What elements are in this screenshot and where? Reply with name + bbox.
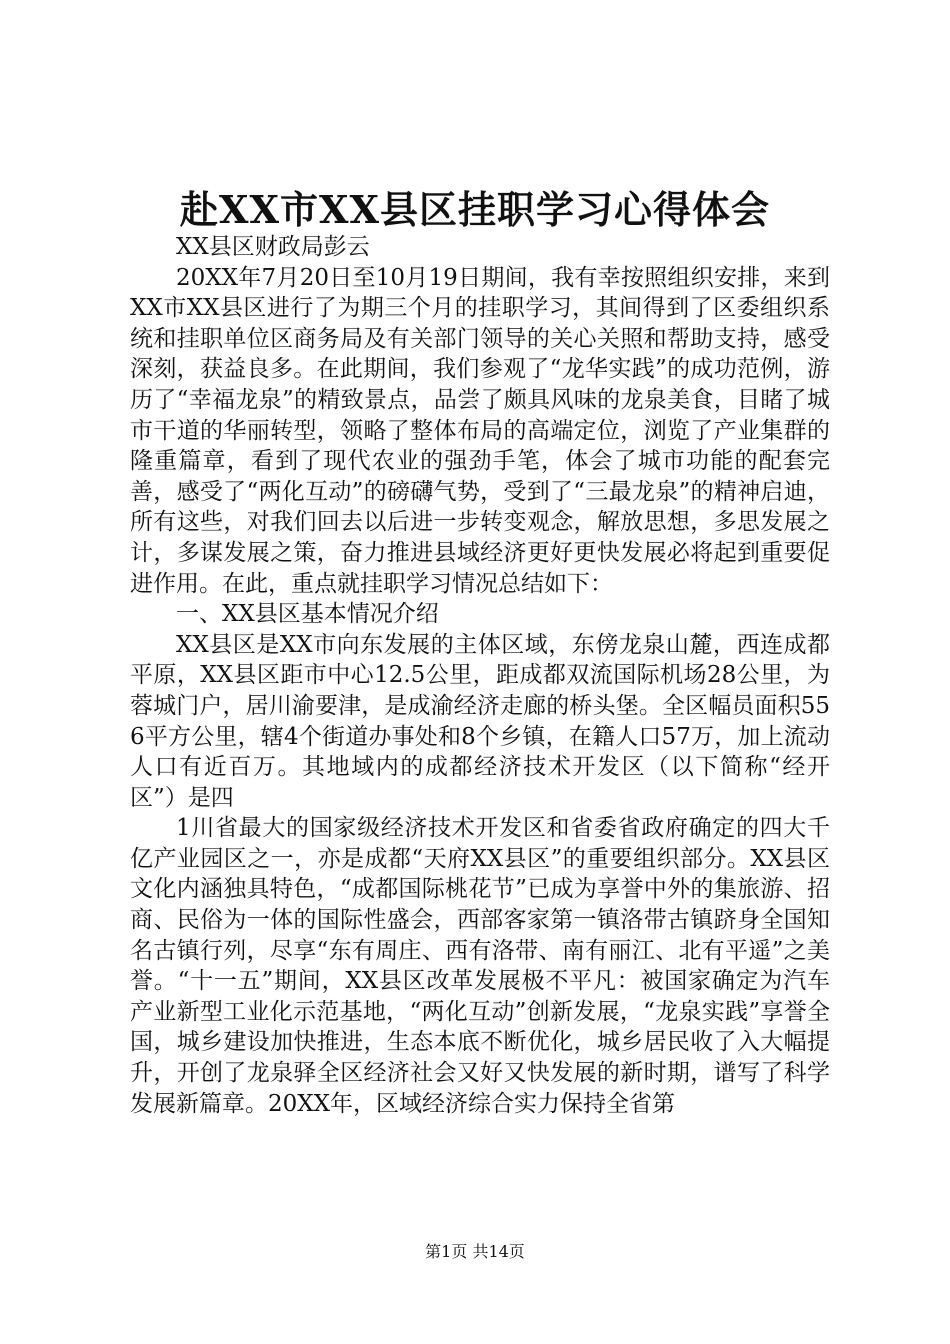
body-paragraph: 1川省最大的国家级经济技术开发区和省委省政府确定的四大千亿产业园区之一，亦是成都“天府XX县区”的重要组织部分。XX县区文化内涵独具特色，“成都国际桃花节”已成为享誉中外的集旅游、招商、民俗为一体的国际性盛会，西部客家第一镇洛带古镇跻身全国知名古镇行列，尽享“东有周庄、西有洛带、南有丽江、北有平遥”之美誉。“十一五”期间，XX县区改革发展极不平凡：被国家确定为汽车产业新型工业化示范基地，“两化互动”创新发展，“龙泉实践”享誉全国，城乡建设加快推进，生态本底不断优化，城乡居民收了入大幅提升，开创了龙泉驿全区经济社会又好又快发展的新时期，谱写了科学发展新篇章。20XX年，区域经济综合实力保持全省第 bbox=[130, 815, 830, 1117]
author-line: XX县区财政局彭云 bbox=[176, 234, 370, 260]
page-footer: 第1页 共14页 bbox=[425, 1242, 525, 1261]
section-heading: 一、XX县区基本情况介绍 bbox=[176, 601, 439, 628]
body-paragraph: 20XX年7月20日至10月19日期间，我有幸按照组织安排，来到XX市XX县区进行了为期三个月的挂职学习，其间得到了区委组织系统和挂职单位区商务局及有关部门领导的关心关照和帮助支持，感受深刻，获益良多。在此期间，我们参观了“龙华实践”的成功范例，游历了“幸福龙泉”的精致景点，品尝了颇具风味的龙泉美食，目睹了城市干道的华丽转型，领略了整体布局的高端定位，浏览了产业集群的隆重篇章，看到了现代农业的强劲手笔，体会了城市功能的配套完善，感受了“两化互动”的磅礴气势，受到了“三最龙泉”的精神启迪，所有这些，对我们回去以后进一步转变观念，解放思想，多思发展之计，多谋发展之策，奋力推进县域经济更好更快发展必将起到重要促进作用。在此，重点就挂职学习情况总结如下： bbox=[130, 264, 830, 597]
body-paragraph: XX县区是XX市向东发展的主体区域，东傍龙泉山麓，西连成都平原，XX县区距市中心12.5公里，距成都双流国际机场28公里，为蓉城门户，居川渝要津，是成渝经济走廊的桥头堡。全区幅员面积556平方公里，辖4个街道办事处和8个乡镇，在籍人口57万，加上流动人口有近百万。其地域内的成都经济技术开发区（以下简称“经开区”）是四 bbox=[130, 631, 830, 811]
document-body bbox=[130, 232, 830, 1119]
document-title: 赴XX市XX县区挂职学习心得体会 bbox=[180, 187, 770, 232]
